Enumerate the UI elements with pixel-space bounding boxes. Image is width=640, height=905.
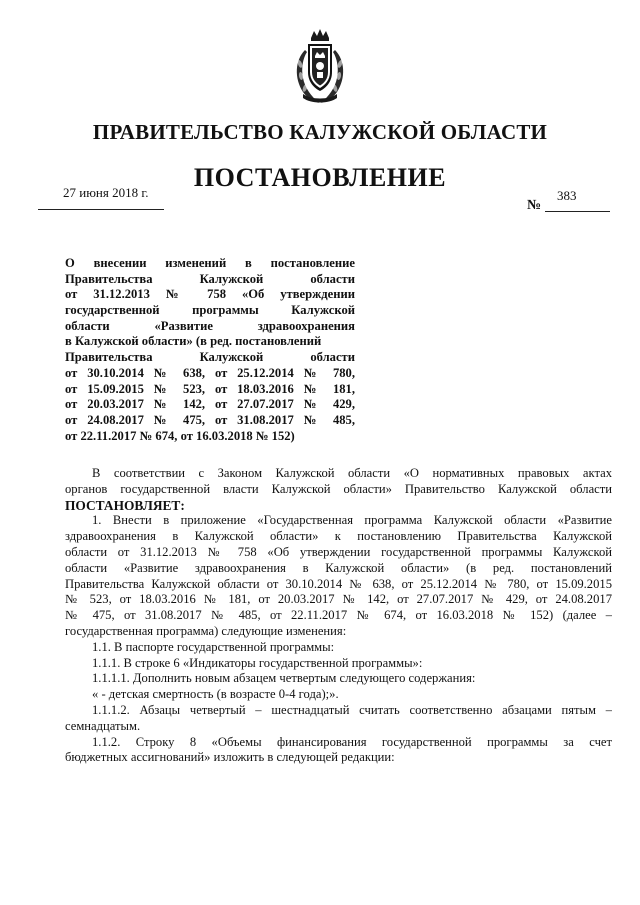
subject-line: государственной программы Калужской: [65, 303, 355, 318]
body-line: № 523, от 18.03.2016 № 181, от 20.03.2017 № 142, от 27.07.2017 № 429, от 24.08.2017: [65, 592, 612, 607]
subject-line: области «Развитие здравоохранения: [65, 318, 355, 333]
body-line: государственная программа) следующие изменения:: [65, 623, 347, 638]
body-line: 1.1.1. В строке 6 «Индикаторы государственной программы»:: [92, 655, 423, 670]
document-body: [65, 466, 612, 766]
document-number: 383: [557, 188, 577, 203]
coat-of-arms-icon: [291, 28, 349, 106]
subject-line: от 22.11.2017 № 674, от 16.03.2018 № 152): [65, 428, 295, 443]
body-line: « - детская смертность (в возрасте 0-4 года);».: [92, 687, 339, 702]
document-type: ПОСТАНОВЛЕНИЕ: [193, 163, 447, 192]
body-line: 1.1. В паспорте государственной программы:: [92, 639, 335, 654]
number-underline: [545, 211, 610, 212]
subject-line: Правительства Калужской области: [65, 350, 355, 365]
body-line: здравоохранения в Калужской области» к постановлению Правительства Калужской: [65, 529, 612, 544]
subject-line: от 15.09.2015 № 523, от 18.03.2016 № 181,: [65, 381, 355, 396]
subject-line: от 31.12.2013 № 758 «Об утверждении: [65, 287, 355, 302]
body-line: области от 31.12.2013 № 758 «Об утверждении государственной программы Калужской: [65, 544, 612, 559]
date-underline: [38, 209, 164, 210]
body-line: Правительства Калужской области от 30.10.2014 № 638, от 25.12.2014 № 780, от 15.09.2015: [65, 576, 612, 591]
resolve-heading: ПОСТАНОВЛЯЕТ:: [65, 497, 185, 513]
subject-line: Правительства Калужской области: [65, 271, 355, 286]
body-line: № 475, от 31.08.2017 № 485, от 22.11.2017 № 674, от 16.03.2018 № 152) (далее –: [65, 608, 612, 623]
body-line: семнадцатым.: [65, 718, 141, 733]
number-sign: №: [527, 198, 542, 213]
subject-line: в Калужской области» (в ред. постановлений: [65, 334, 322, 349]
body-line: 1.1.2. Строку 8 «Объемы финансирования государственной программы за счет: [92, 734, 612, 749]
body-line: 1.1.1.1. Дополнить новым абзацем четвертым следующего содержания:: [92, 671, 476, 686]
body-line: органов государственной власти Калужской области» Правительство Калужской области: [65, 481, 612, 496]
subject-line: О внесении изменений в постановление: [65, 256, 355, 270]
government-title: ПРАВИТЕЛЬСТВО КАЛУЖСКОЙ ОБЛАСТИ: [92, 120, 548, 144]
body-line: бюджетных ассигнований» изложить в следующей редакции:: [65, 750, 395, 765]
document-date: 27 июня 2018 г.: [63, 185, 149, 200]
subject-line: от 30.10.2014 № 638, от 25.12.2014 № 780,: [65, 365, 355, 380]
document-subject: [65, 256, 355, 444]
body-line: 1. Внести в приложение «Государственная программа Калужской области «Развитие: [92, 513, 612, 528]
body-line: области «Развитие здравоохранения в Калужской области» (в ред. постановлений: [65, 560, 612, 575]
subject-line: от 20.03.2017 № 142, от 27.07.2017 № 429,: [65, 397, 355, 412]
body-line: В соответствии с Законом Калужской области «О нормативных правовых актах: [92, 466, 612, 480]
body-line: 1.1.1.2. Абзацы четвертый – шестнадцатый считать соответственно абзацами пятым –: [92, 702, 612, 717]
subject-line: от 24.08.2017 № 475, от 31.08.2017 № 485,: [65, 412, 355, 427]
